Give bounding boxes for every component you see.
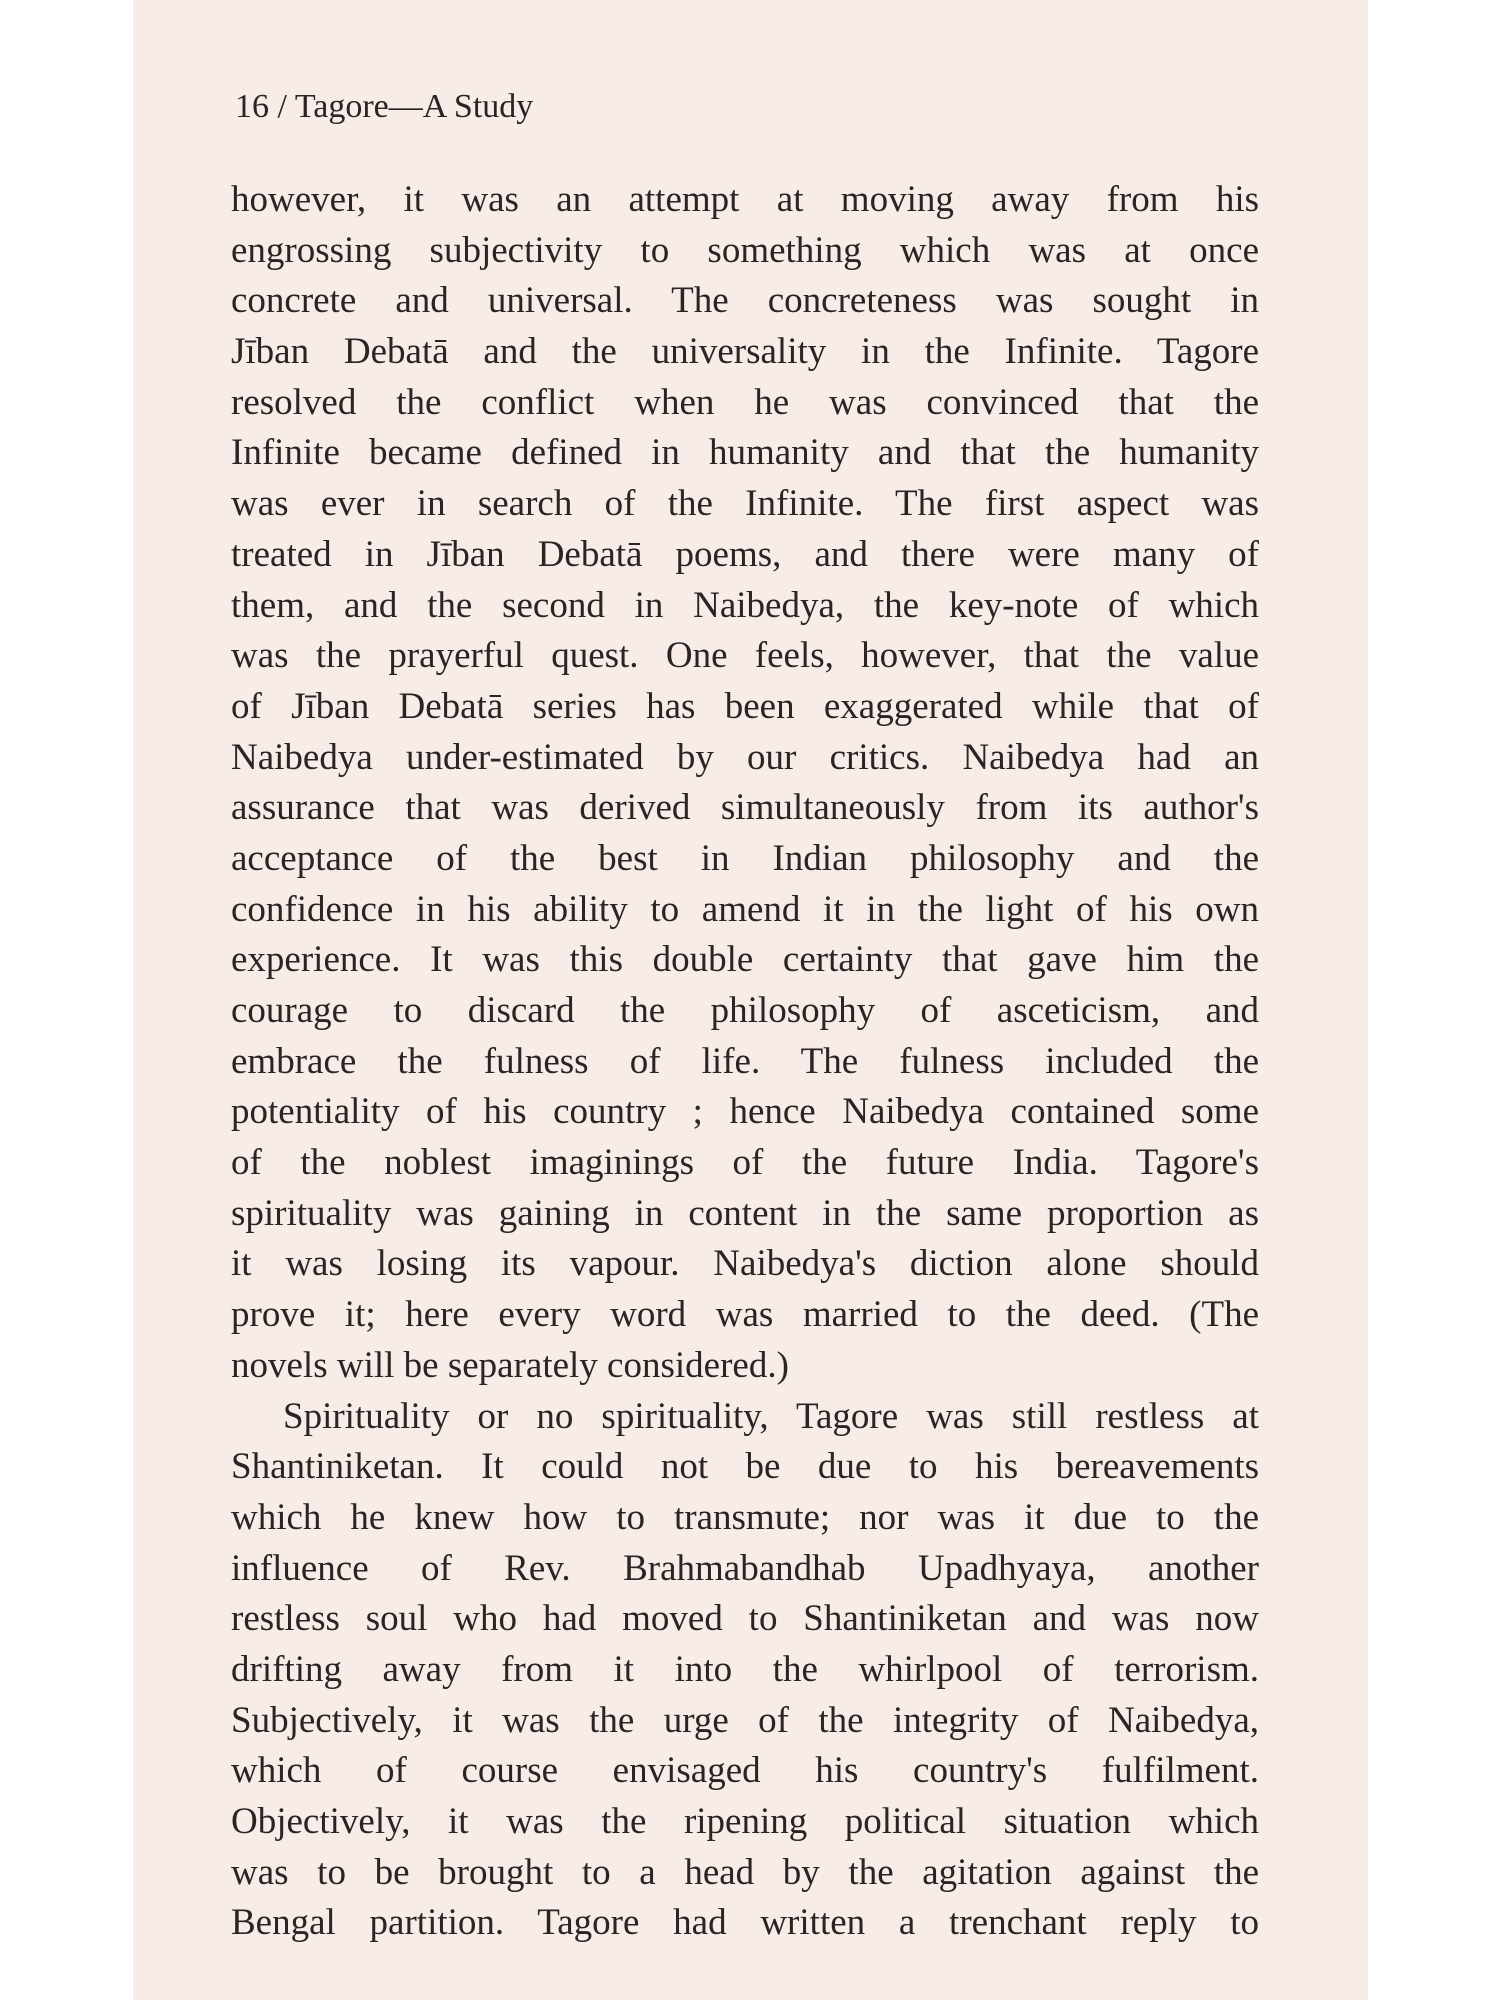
text-line: confidence in his ability to amend it in the light of his own	[231, 888, 1259, 930]
text-line: influence of Rev. Brahmabandhab Upadhyaya, another	[231, 1547, 1259, 1589]
text-line: embrace the fulness of life. The fulness included the	[231, 1040, 1259, 1082]
text-line: Shantiniketan. It could not be due to his bereavements	[231, 1446, 1259, 1488]
body-text	[231, 175, 1259, 1949]
text-line: restless soul who had moved to Shantiniketan and was now	[231, 1598, 1259, 1640]
text-line: which he knew how to transmute; nor was it due to the	[231, 1496, 1259, 1538]
text-line: of the noblest imaginings of the future India. Tagore's	[231, 1142, 1259, 1184]
paragraph-end-line: novels will be separately considered.)	[231, 1344, 789, 1386]
text-line: resolved the conflict when he was convinced that the	[231, 381, 1259, 423]
text-line: acceptance of the best in Indian philosophy and the	[231, 837, 1259, 879]
paragraph-start-line: Spirituality or no spirituality, Tagore was still restless at	[283, 1395, 1259, 1437]
text-line: was to be brought to a head by the agitation against the	[231, 1851, 1259, 1893]
text-line: was the prayerful quest. One feels, however, that the value	[231, 635, 1259, 677]
text-line: it was losing its vapour. Naibedya's diction alone should	[231, 1243, 1259, 1285]
running-head: 16 / Tagore—A Study	[235, 88, 534, 125]
text-line: Bengal partition. Tagore had written a trenchant reply to	[231, 1902, 1259, 1944]
text-line: Infinite became defined in humanity and that the humanity	[231, 432, 1259, 474]
book-page	[133, 0, 1368, 2000]
text-line: of Jīban Debatā series has been exaggerated while that of	[231, 685, 1259, 727]
text-line: spirituality was gaining in content in the same proportion as	[231, 1192, 1259, 1234]
text-line: Subjectively, it was the urge of the integrity of Naibedya,	[231, 1699, 1259, 1741]
text-line: engrossing subjectivity to something which was at once	[231, 229, 1259, 271]
text-line: concrete and universal. The concreteness was sought in	[231, 280, 1259, 322]
text-line: treated in Jīban Debatā poems, and there were many of	[231, 533, 1259, 575]
text-line: Jīban Debatā and the universality in the Infinite. Tagore	[231, 331, 1259, 373]
text-line: assurance that was derived simultaneously from its author's	[231, 787, 1259, 829]
text-line: potentiality of his country ; hence Naibedya contained some	[231, 1091, 1259, 1133]
text-line: Naibedya under-estimated by our critics. Naibedya had an	[231, 736, 1259, 778]
text-line: was ever in search of the Infinite. The first aspect was	[231, 483, 1259, 525]
text-line: experience. It was this double certainty that gave him the	[231, 939, 1259, 981]
text-line: which of course envisaged his country's fulfilment.	[231, 1750, 1259, 1792]
text-line: them, and the second in Naibedya, the key-note of which	[231, 584, 1259, 626]
text-line: prove it; here every word was married to the deed. (The	[231, 1294, 1259, 1336]
text-line: drifting away from it into the whirlpool of terrorism.	[231, 1648, 1259, 1690]
text-line: however, it was an attempt at moving away from his	[231, 179, 1259, 220]
text-line: Objectively, it was the ripening political situation which	[231, 1801, 1259, 1842]
text-line: courage to discard the philosophy of asceticism, and	[231, 990, 1259, 1031]
